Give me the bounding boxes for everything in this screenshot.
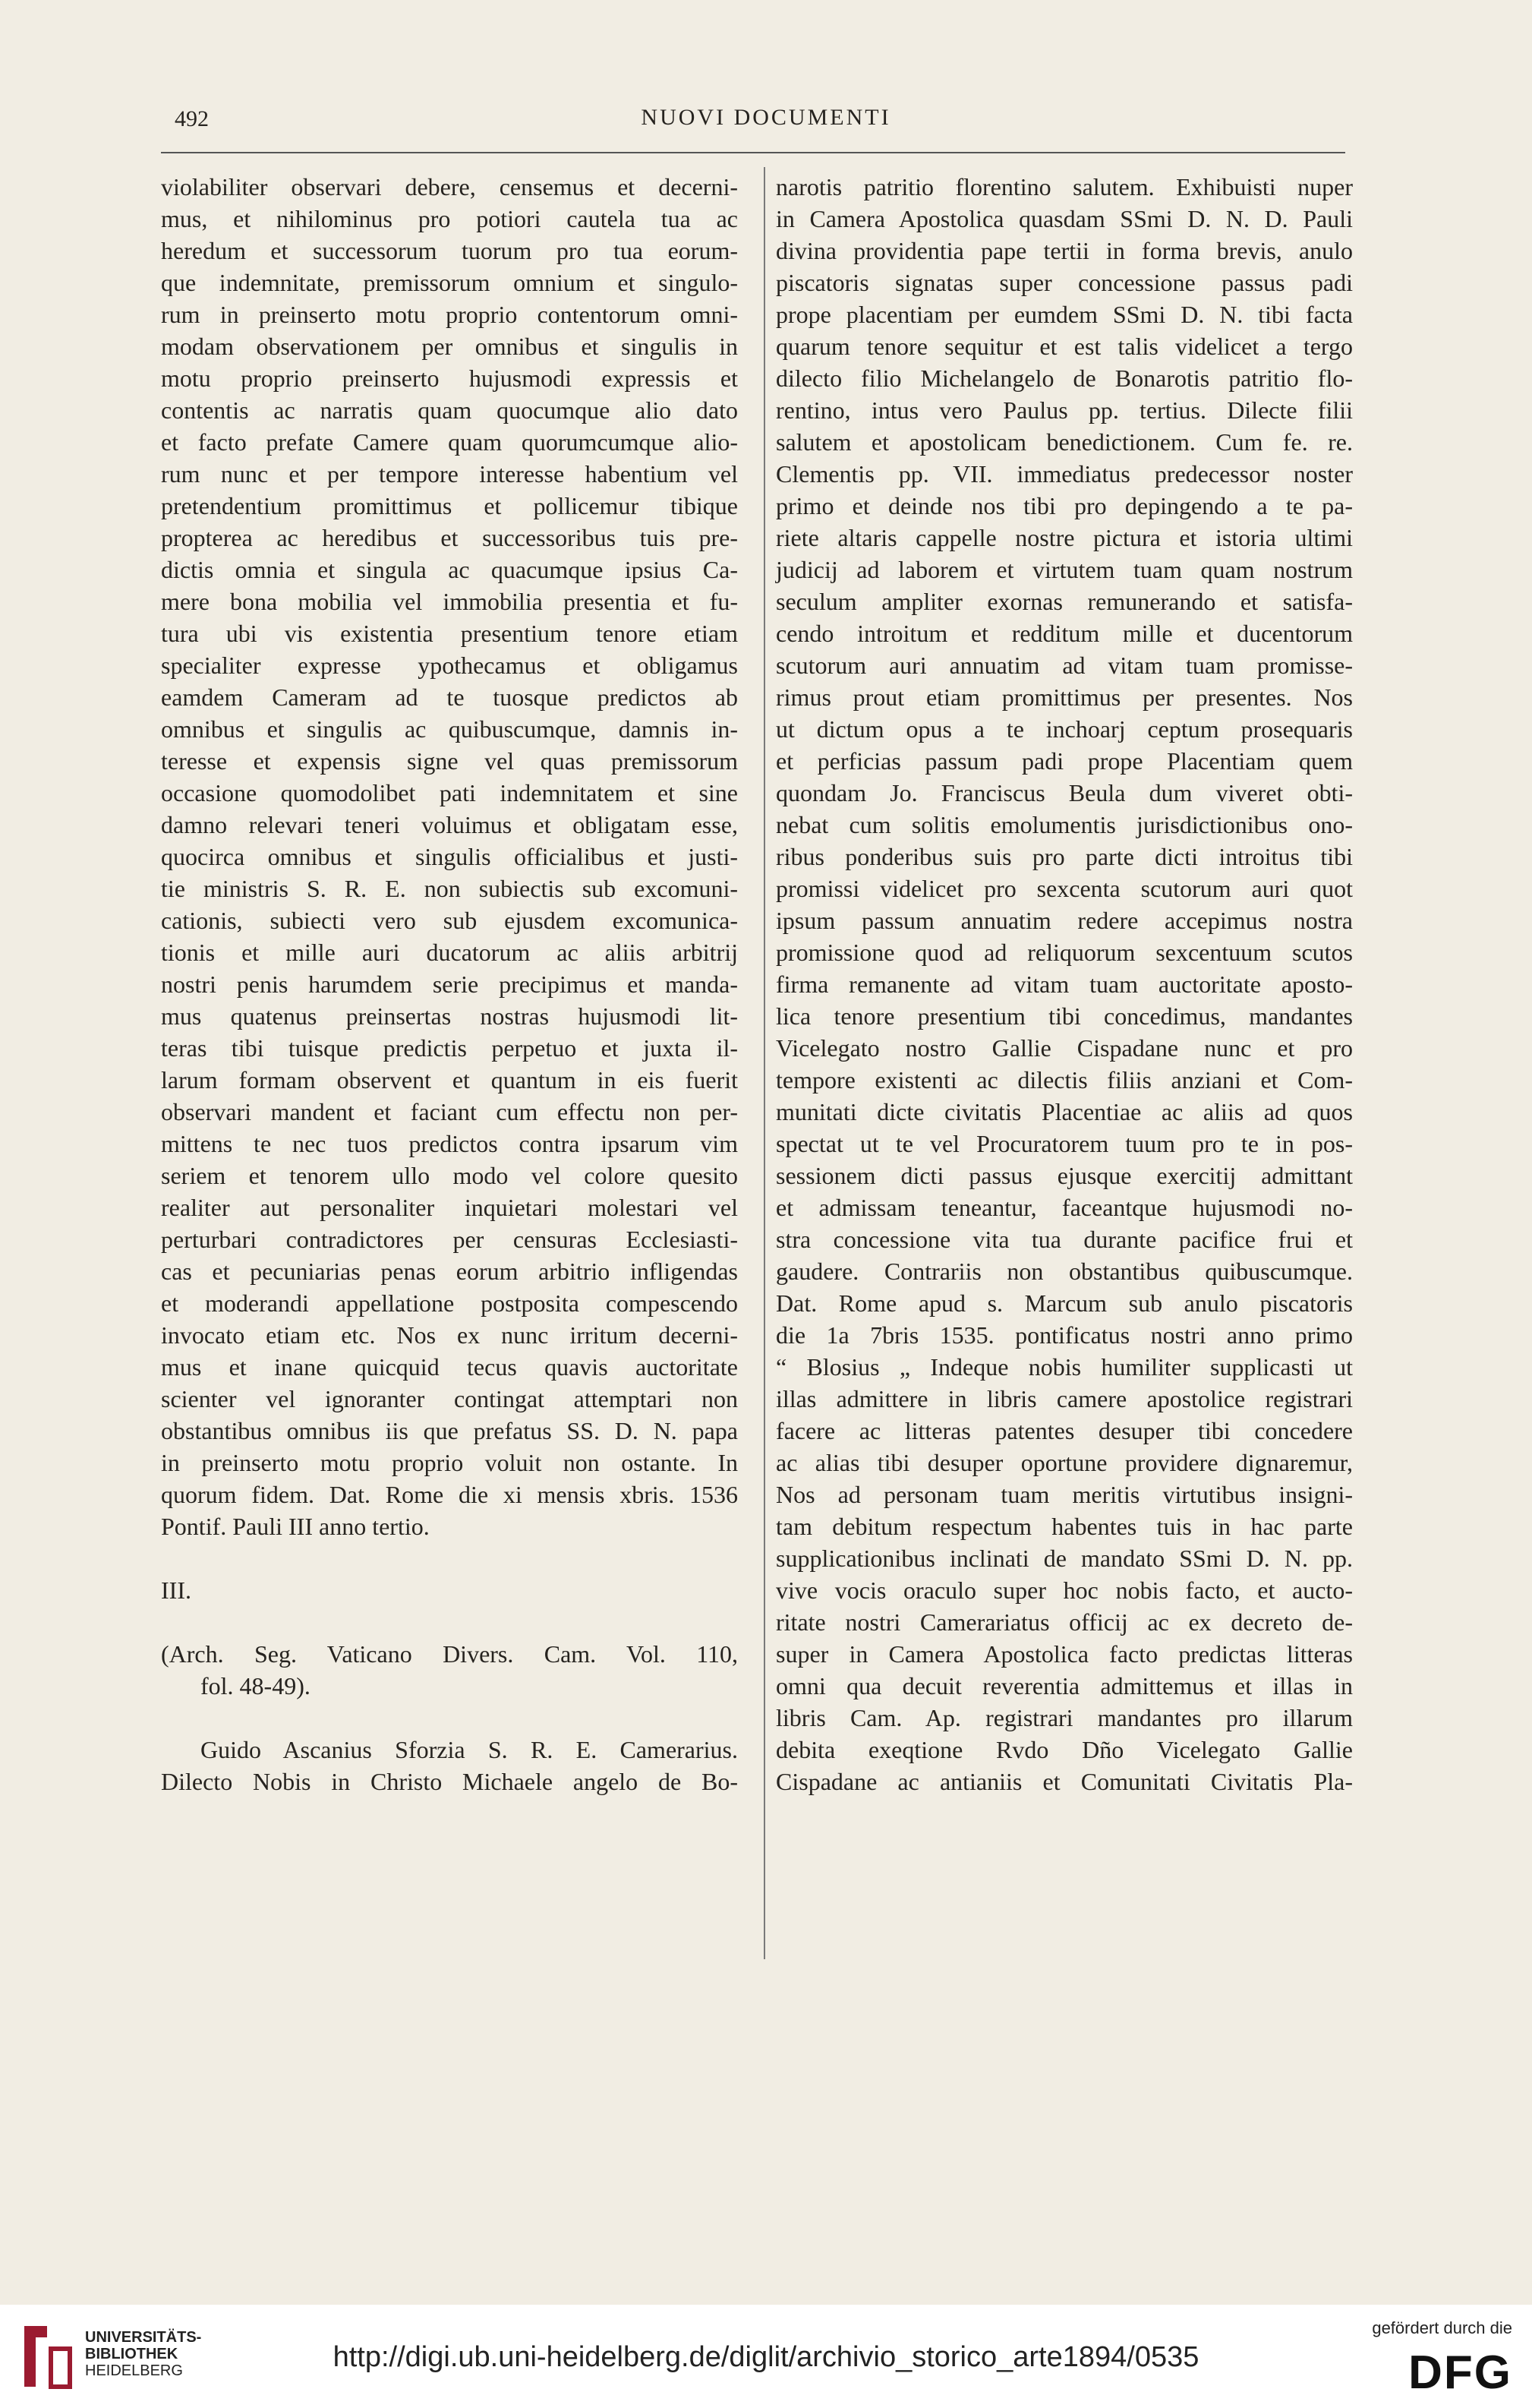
closing-line: Guido Ascanius Sforzia S. R. E. Camerarius. [200, 1736, 738, 1763]
text-line: piscatoris signatas super concessione passus padi [776, 269, 1353, 296]
text-line: Vicelegato nostro Gallie Cispadane nunc et pro [776, 1034, 1353, 1062]
archive-ref-line: fol. 48-49). [200, 1672, 310, 1699]
text-line: Clementis pp. VII. immediatus predecessor noster [776, 460, 1353, 488]
text-line: violabiliter observari debere, censemus et decerni- [161, 173, 738, 200]
text-line: propterea ac heredibus et successoribus tuis pre- [161, 524, 738, 551]
page-number: 492 [175, 106, 209, 131]
text-line: tam debitum respectum habentes tuis in hac parte [776, 1513, 1353, 1540]
text-line: tionis et mille auri ducatorum ac aliis arbitrij [161, 939, 738, 966]
text-line: pretendentium promittimus et pollicemur tibique [161, 492, 738, 519]
text-line: “ Blosius „ Indeque nobis humiliter supplicasti ut [776, 1353, 1353, 1381]
text-line: promissione quod ad reliquorum sexcentuum scutos [776, 939, 1353, 966]
text-line: dilecto filio Michelangelo de Bonarotis patritio flo- [776, 365, 1353, 392]
text-line: nostri penis harumdem serie precipimus et manda- [161, 970, 738, 998]
left-body-text [161, 171, 738, 1542]
text-line: divina providentia pape tertii in forma brevis, anulo [776, 237, 1353, 264]
text-line: facere ac litteras patentes desuper tibi concedere [776, 1417, 1353, 1444]
text-line: mus quatenus preinsertas nostras hujusmodi lit- [161, 1002, 738, 1030]
text-line: mere bona mobilia vel immobilia presentia et fu- [161, 588, 738, 615]
text-line: promissi videlicet pro sexcenta scutorum auri quot [776, 875, 1353, 902]
text-line: damno relevari teneri voluimus et obligatam esse, [161, 811, 738, 838]
text-line: teresse et expensis signe vel quas premissorum [161, 747, 738, 775]
text-line: observari mandent et faciant cum effectu non per- [161, 1098, 738, 1125]
text-line: tempore existenti ac dilectis filiis anziani et Com- [776, 1066, 1353, 1094]
text-line: et perficias passum padi prope Placentiam quem [776, 747, 1353, 775]
text-line: quorum fidem. Dat. Rome die xi mensis xbris. 1536 [161, 1481, 738, 1508]
text-line: cas et pecuniarias penas eorum arbitrio infligendas [161, 1258, 738, 1285]
text-line: et moderandi appellatione postposita compescendo [161, 1289, 738, 1317]
closing-text [161, 1734, 738, 1797]
text-line: spectat ut te vel Procuratorem tuum pro te in pos- [776, 1130, 1353, 1157]
text-line: rum nunc et per tempore interesse habentium vel [161, 460, 738, 488]
text-line: obstantibus omnibus iis que prefatus SS. D. N. papa [161, 1417, 738, 1444]
text-line: eamdem Cameram ad te tuosque predictos ab [161, 683, 738, 711]
text-line: scutorum auri annuatim ad vitam tuam promisse- [776, 652, 1353, 679]
text-line: Pontif. Pauli III anno tertio. [161, 1513, 430, 1540]
text-line: omni qua decuit reverentia admittemus et illas in [776, 1672, 1353, 1699]
text-line: supplicationibus inclinati de mandato SSmi D. N. pp. [776, 1545, 1353, 1572]
right-body-text [776, 171, 1353, 1797]
text-line: in preinserto motu proprio voluit non ostante. In [161, 1449, 738, 1476]
text-line: stra concessione vita tua durante pacifice frui et [776, 1226, 1353, 1253]
text-line: realiter aut personaliter inquietari molestari vel [161, 1194, 738, 1221]
right-column [776, 171, 1353, 1797]
text-line: et facto prefate Camere quam quorumcumque alio- [161, 428, 738, 456]
text-line: salutem et apostolicam benedictionem. Cum fe. re. [776, 428, 1353, 456]
text-line: ut dictum opus a te inchoarj ceptum prosequaris [776, 715, 1353, 743]
text-line: narotis patritio florentino salutem. Exhibuisti nuper [776, 173, 1353, 200]
text-line: mus, et nihilominus pro potiori cautela tua ac [161, 205, 738, 232]
text-line: tie ministris S. R. E. non subiectis sub excomuni- [161, 875, 738, 902]
archive-reference [161, 1638, 738, 1702]
left-column [161, 171, 738, 1797]
text-line: rimus prout etiam promittimus per presentes. Nos [776, 683, 1353, 711]
text-line: primo et deinde nos tibi pro depingendo a te pa- [776, 492, 1353, 519]
text-line: quocirca omnibus et singulis officialibus et justi- [161, 843, 738, 870]
text-line: et admissam teneantur, faceantque hujusmodi no- [776, 1194, 1353, 1221]
section-number: III. [161, 1576, 191, 1604]
text-line: dictis omnia et singula ac quacumque ipsius Ca- [161, 556, 738, 583]
text-line: die 1a 7bris 1535. pontificatus nostri anno primo [776, 1321, 1353, 1349]
text-line: Cispadane ac antianiis et Comunitati Civitatis Pla- [776, 1768, 1353, 1795]
text-line: super in Camera Apostolica facto predictas litteras [776, 1640, 1353, 1668]
text-line: rum in preinserto motu proprio contentorum omni- [161, 301, 738, 328]
text-line: larum formam observent et quantum in eis fuerit [161, 1066, 738, 1094]
text-line: omnibus et singulis ac quibuscumque, damnis in- [161, 715, 738, 743]
text-line: lica tenore presentium tibi concedimus, mandantes [776, 1002, 1353, 1030]
text-line: ac alias tibi desuper oportune providere dignaremur, [776, 1449, 1353, 1476]
text-line: heredum et successorum tuorum pro tua eorum- [161, 237, 738, 264]
text-line: ritate nostri Camerariatus officij ac ex decreto de- [776, 1608, 1353, 1636]
text-line: seculum ampliter exornas remunerando et satisfa- [776, 588, 1353, 615]
text-line: quarum tenore sequitur et est talis videlicet a tergo [776, 333, 1353, 360]
closing-line: Dilecto Nobis in Christo Michaele angelo de Bo- [161, 1768, 738, 1795]
text-line: invocato etiam etc. Nos ex nunc irritum decerni- [161, 1321, 738, 1349]
text-line: rentino, intus vero Paulus pp. tertius. Dilecte filii [776, 396, 1353, 424]
text-line: mittens te nec tuos predictos contra ipsarum vim [161, 1130, 738, 1157]
text-line: ribus ponderibus suis pro parte dicti introitus tibi [776, 843, 1353, 870]
text-line: scienter vel ignoranter contingat attemptari non [161, 1385, 738, 1412]
running-head: NUOVI DOCUMENTI [641, 105, 891, 130]
text-line: gaudere. Contrariis non obstantibus quibuscumque. [776, 1258, 1353, 1285]
text-line: debita exeqtione Rvdo Dño Vicelegato Gallie [776, 1736, 1353, 1763]
text-line: Nos ad personam tuam meritis virtutibus insigni- [776, 1481, 1353, 1508]
footer-bar [0, 2305, 1532, 2408]
text-line: occasione quomodolibet pati indemnitatem et sine [161, 779, 738, 806]
text-line: teras tibi tuisque predictis perpetuo et juxta il- [161, 1034, 738, 1062]
library-name-line: HEIDELBERG [85, 2362, 183, 2379]
permalink-url[interactable]: http://digi.ub.uni-heidelberg.de/diglit/archivio_storico_arte1894/0535 [333, 2341, 1199, 2373]
header-rule [161, 152, 1345, 153]
archive-ref-line: (Arch. Seg. Vaticano Divers. Cam. Vol. 110, [161, 1640, 738, 1668]
text-line: modam observationem per omnibus et singulis in [161, 333, 738, 360]
library-name-line: UNIVERSITÄTS- [85, 2329, 202, 2346]
text-line: in Camera Apostolica quasdam SSmi D. N. D. Pauli [776, 205, 1353, 232]
text-line: cationis, subiecti vero sub ejusdem excomunica- [161, 907, 738, 934]
dfg-logo: DFG [1408, 2346, 1512, 2399]
text-line: prope placentiam per eumdem SSmi D. N. tibi facta [776, 301, 1353, 328]
text-line: sessionem dicti passus ejusque exercitij admittant [776, 1162, 1353, 1189]
text-line: contentis ac narratis quam quocumque alio dato [161, 396, 738, 424]
text-line: munitati dicte civitatis Placentiae ac aliis ad quos [776, 1098, 1353, 1125]
text-line: cendo introitum et redditum mille et ducentorum [776, 620, 1353, 647]
text-line: illas admittere in libris camere apostolice registrari [776, 1385, 1353, 1412]
text-line: tura ubi vis existentia presentium tenore etiam [161, 620, 738, 647]
funding-note: gefördert durch die [1372, 2318, 1512, 2337]
text-line: que indemnitate, premissorum omnium et singulo- [161, 269, 738, 296]
text-line: riete altaris cappelle nostre pictura et istoria ultimi [776, 524, 1353, 551]
text-line: Dat. Rome apud s. Marcum sub anulo piscatoris [776, 1289, 1353, 1317]
text-line: firma remanente ad vitam tuam auctoritate aposto- [776, 970, 1353, 998]
text-line: vive vocis oraculo super hoc nobis facto, et aucto- [776, 1576, 1353, 1604]
text-line: mus et inane quicquid tecus quavis auctoritate [161, 1353, 738, 1381]
library-name-line: BIBLIOTHEK [85, 2346, 178, 2362]
text-line: nebat cum solitis emolumentis jurisdictionibus ono- [776, 811, 1353, 838]
text-line: judicij ad laborem et virtutem tuam quam nostrum [776, 556, 1353, 583]
text-line: perturbari contradictores per censuras Ecclesiasti- [161, 1226, 738, 1253]
text-line: seriem et tenorem ullo modo vel colore quesito [161, 1162, 738, 1189]
text-line: libris Cam. Ap. registrari mandantes pro illarum [776, 1704, 1353, 1731]
column-divider [764, 167, 765, 1959]
text-line: ipsum passum annuatim redere accepimus nostra [776, 907, 1353, 934]
text-line: motu proprio preinserto hujusmodi expressis et [161, 365, 738, 392]
text-line: specialiter expresse ypothecamus et obligamus [161, 652, 738, 679]
text-line: quondam Jo. Franciscus Beula dum viveret obti- [776, 779, 1353, 806]
